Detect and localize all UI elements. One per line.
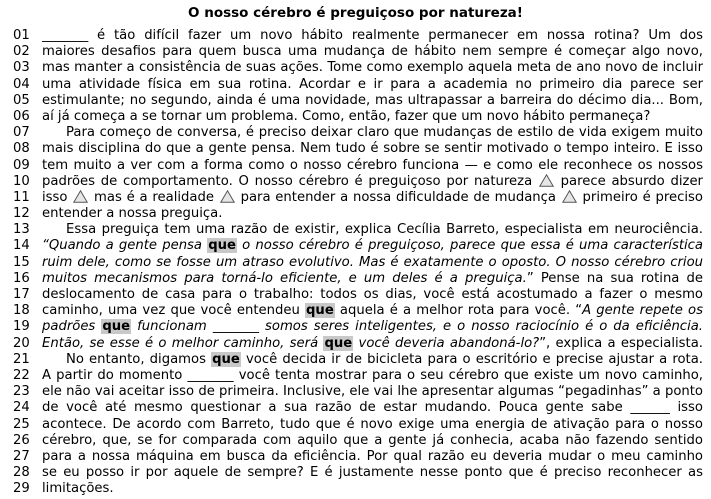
quote-text: “Quando a gente pensa — [42, 238, 208, 254]
line-number: 22 — [13, 367, 30, 383]
text-body — [13, 28, 703, 497]
text-segment: limitações. — [42, 481, 114, 497]
text-segment: acontece. De acordo com Barreto, tudo que é novo exige uma energia de ativação para o nosso — [42, 416, 703, 432]
text-line — [13, 481, 703, 497]
text-segment: padrões de comportamento. O nosso cérebro é preguiçoso por natureza — [42, 173, 538, 189]
line-number: 21 — [13, 351, 30, 367]
text-segment: _______ é tão difícil fazer um novo hábito realmente permanecer em nossa rotina? Um dos — [42, 28, 703, 43]
line-number: 13 — [13, 222, 30, 238]
line-number: 26 — [13, 432, 30, 448]
line-text — [42, 44, 703, 60]
text-segment: ”, explica a especialista. — [539, 335, 703, 351]
line-text — [42, 238, 703, 254]
line-text — [42, 303, 703, 319]
line-text — [42, 255, 703, 271]
text-line — [13, 222, 703, 238]
text-line — [13, 238, 703, 254]
line-text — [42, 417, 703, 433]
text-line — [13, 352, 703, 368]
highlighted-word: que — [305, 303, 334, 319]
text-segment: caminho, uma vez que você entendeu — [42, 303, 305, 319]
quote-text: o nosso cérebro é preguiçoso, parece que essa é uma característica — [236, 238, 703, 254]
line-text — [42, 77, 703, 93]
text-segment: para a nossa máquina em busca da eficiência. Por qual razão eu deveria mudar o meu caminho — [42, 448, 703, 464]
line-text — [42, 433, 703, 449]
triangle-icon — [539, 174, 554, 187]
text-line — [13, 28, 703, 44]
line-number: 16 — [13, 270, 30, 286]
text-segment: mais disciplina do que a gente pensa. Nem tudo é sobre se sentir motivado o tempo inteiro. E isso — [42, 141, 703, 157]
line-number: 19 — [13, 319, 30, 335]
text-line — [13, 271, 703, 287]
text-segment: No entanto, digamos — [66, 351, 212, 367]
text-segment: entender a nossa preguiça. — [42, 206, 223, 222]
text-segment: de você até mesmo questionar a sua razão de estar mudando. Pouca gente sabe ______ isso — [42, 400, 703, 416]
text-segment: cérebro, que, se for comparada com aquilo que a gente já conhecia, acaba não fazendo sentido — [42, 432, 703, 448]
line-number: 04 — [13, 76, 30, 92]
text-line — [13, 417, 703, 433]
line-number: 29 — [13, 481, 30, 497]
line-text — [42, 158, 703, 174]
line-text — [42, 206, 703, 222]
line-text — [42, 352, 703, 368]
text-line — [13, 109, 703, 125]
line-number: 20 — [13, 335, 30, 351]
quote-text: A gente repete os — [582, 303, 703, 319]
line-text — [42, 400, 703, 416]
line-text — [42, 449, 703, 465]
line-number: 10 — [13, 173, 30, 189]
line-number: 01 — [13, 28, 30, 43]
line-text — [42, 125, 703, 141]
text-line — [13, 125, 703, 141]
line-text — [42, 368, 703, 384]
line-text — [42, 319, 703, 335]
triangle-icon — [220, 190, 235, 203]
line-number: 08 — [13, 141, 30, 157]
text-segment: tem muito a ver com a forma como o nosso cérebro funciona — e como ele reconhece os nossos — [42, 157, 703, 173]
text-line — [13, 158, 703, 174]
line-number: 12 — [13, 206, 30, 222]
text-line — [13, 206, 703, 222]
text-line — [13, 60, 703, 76]
text-segment: para entender a nossa dificuldade de mudança — [235, 189, 561, 205]
line-text — [42, 174, 703, 190]
text-segment: A partir do momento _______ você tenta mostrar para o seu cérebro que existe um novo caminho, — [42, 367, 703, 383]
text-segment: mas manter a consistência de suas ações. Tome como exemplo aquela meta de ano novo de incluir — [42, 60, 703, 76]
line-number: 17 — [13, 287, 30, 302]
line-number: 28 — [13, 465, 30, 481]
line-text — [42, 465, 703, 481]
text-segment: isso — [42, 189, 73, 205]
quote-text: funcionam _______ somos seres inteligentes, e o nosso raciocínio é o da eficiência. — [131, 319, 703, 335]
text-segment: uma atividade física em sua rotina. Acordar e ir para a academia no primeiro dia parece ser — [42, 76, 703, 92]
text-line — [13, 465, 703, 481]
text-line — [13, 336, 703, 352]
line-number: 24 — [13, 400, 30, 416]
line-number: 25 — [13, 416, 30, 432]
text-segment: deslocamento de casa para o trabalho: todos os dias, você está acostumado a fazer o mesmo — [42, 287, 703, 302]
text-segment: ele não vai aceitar isso de primeira. Inclusive, ele vai lhe apresentar algumas “pegadinhas” a ponto — [42, 384, 703, 400]
text-line — [13, 319, 703, 335]
line-text — [42, 141, 703, 157]
line-text — [42, 93, 703, 109]
text-segment: mas é a realidade — [89, 189, 219, 205]
text-line — [13, 44, 703, 60]
text-segment: estimulante; no segundo, ainda é uma novidade, mas ultrapassar a barreira do décimo dia... Bom, — [42, 92, 703, 108]
line-text — [42, 222, 703, 238]
line-text — [42, 190, 703, 206]
line-number: 27 — [13, 448, 30, 464]
text-line — [13, 400, 703, 416]
line-text — [42, 336, 703, 352]
text-segment: primeiro é preciso — [577, 189, 703, 205]
line-text — [42, 109, 703, 125]
triangle-icon — [562, 190, 577, 203]
quote-text: ruim dele, como se fosse um atraso evolutivo. Mas é exatamente o oposto. O nosso cérebro criou — [42, 254, 703, 270]
text-line — [13, 190, 703, 206]
triangle-icon — [73, 190, 88, 203]
line-number: 03 — [13, 60, 30, 76]
quote-text: Então, se esse é o melhor caminho, será — [42, 335, 324, 351]
text-segment: aquela é a melhor rota para você. “ — [334, 303, 583, 319]
quote-text: você deveria abandoná-lo? — [353, 335, 540, 351]
line-number: 07 — [13, 125, 30, 141]
line-text — [42, 28, 703, 44]
line-text — [42, 287, 703, 303]
line-number: 05 — [13, 92, 30, 108]
text-line — [13, 384, 703, 400]
line-number: 15 — [13, 254, 30, 270]
highlighted-word: que — [324, 335, 353, 351]
text-line — [13, 93, 703, 109]
text-line — [13, 368, 703, 384]
line-number: 23 — [13, 384, 30, 400]
quote-text: padrões — [42, 319, 102, 335]
text-line — [13, 303, 703, 319]
line-number: 18 — [13, 303, 30, 319]
highlighted-word: que — [208, 238, 236, 254]
text-segment: se eu posso ir por aquele de sempre? E é justamente nesse ponto que é preciso reconhecer as — [42, 465, 703, 481]
text-segment: maiores desafios para quem busca uma mudança de hábito nem sempre é começar algo novo, — [42, 44, 703, 60]
line-number: 11 — [13, 189, 30, 205]
line-number: 09 — [13, 157, 30, 173]
line-text — [42, 60, 703, 76]
text-line — [13, 287, 703, 303]
page-title: O nosso cérebro é preguiçoso por natureza! — [188, 5, 523, 21]
highlighted-word: que — [212, 351, 240, 367]
text-line — [13, 255, 703, 271]
line-number: 02 — [13, 44, 30, 60]
text-segment: ” Pense na sua rotina de — [526, 270, 703, 286]
text-line — [13, 433, 703, 449]
text-segment: parece absurdo dizer — [554, 173, 703, 189]
text-line — [13, 77, 703, 93]
text-line — [13, 141, 703, 157]
line-text — [42, 271, 703, 287]
line-number: 06 — [13, 108, 30, 124]
text-segment: Para começo de conversa, é preciso deixar claro que mudanças de estilo de vida exigem muito — [66, 125, 703, 141]
line-number: 14 — [13, 238, 30, 254]
text-segment: você decida ir de bicicleta para o escritório e precise ajustar a rota. — [240, 351, 703, 367]
text-line — [13, 449, 703, 465]
line-text — [42, 481, 703, 497]
highlighted-word: que — [102, 319, 131, 335]
text-segment: aí já começa a se tornar um problema. Como, então, fazer que um novo hábito permaneça? — [42, 108, 651, 124]
text-line — [13, 174, 703, 190]
line-text — [42, 384, 703, 400]
text-segment: Essa preguiça tem uma razão de existir, explica Cecília Barreto, especialista em neurociência. — [66, 222, 703, 238]
quote-text: muitos mecanismos para torná-lo eficiente, e um deles é a preguiça. — [42, 270, 527, 286]
